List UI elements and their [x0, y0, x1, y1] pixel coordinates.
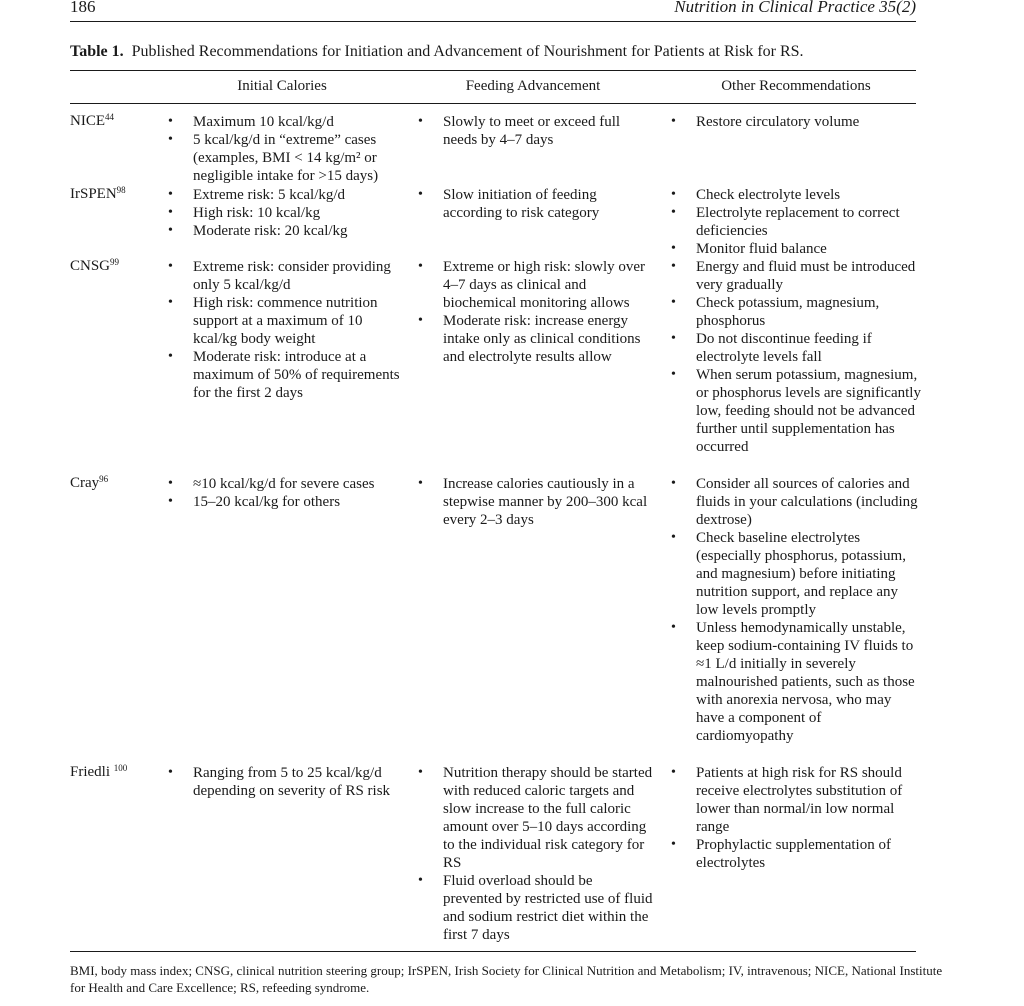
list-item: • Prophylactic supplementation of electrolytes: [671, 836, 921, 872]
cell-advancement-nice: [418, 113, 653, 149]
table-bottom-rule: [70, 951, 916, 952]
list-item: • Extreme risk: 5 kcal/kg/d: [168, 186, 408, 204]
page-number: 186: [70, 0, 96, 16]
list-item: • Extreme risk: consider providing only 5 kcal/kg/d: [168, 258, 408, 294]
cell-initial-friedli: [168, 764, 408, 800]
list-item: • Monitor fluid balance: [671, 240, 921, 258]
list-item: • High risk: 10 kcal/kg: [168, 204, 408, 222]
list-item: • Fluid overload should be prevented by restricted use of fluid and sodium restrict diet within the first 7 days: [418, 872, 653, 944]
list-item: • Maximum 10 kcal/kg/d: [168, 113, 408, 131]
table-footnote: BMI, body mass index; CNSG, clinical nutrition steering group; IrSPEN, Irish Society for Clinical Nutrition and Metabolism; IV, intravenous; NICE, National Institute for Health and Care Excellence; RS, refeeding syndrome.: [70, 963, 943, 995]
list-item: • Nutrition therapy should be started with reduced caloric targets and slow increase to the full caloric amount over 5–10 days according to the individual risk category for RS: [418, 764, 653, 872]
cell-initial-cray: [168, 475, 408, 511]
list-item: • Unless hemodynamically unstable, keep sodium-containing IV fluids to ≈1 L/d initially in severely malnourished patients, such as those with anorexia nervosa, who may have a component of cardiomyopathy: [671, 619, 921, 745]
row-label-friedli: Friedli $^{100}$: [70, 763, 128, 780]
row-label-cray: Cray$^{96}$: [70, 474, 109, 491]
list-item: • 5 kcal/kg/d in “extreme” cases (examples, BMI < 14 kg/m² or negligible intake for >15 days): [168, 131, 408, 185]
row-label-irspen: IrSPEN$^{98}$: [70, 185, 126, 202]
list-item: • Check electrolyte levels: [671, 186, 921, 204]
cell-other-friedli: [671, 764, 921, 872]
cell-initial-cnsg: [168, 258, 408, 402]
list-item: • Moderate risk: introduce at a maximum of 50% of requirements for the first 2 days: [168, 348, 408, 402]
list-item: • Check potassium, magnesium, phosphorus: [671, 294, 921, 330]
header-rule: [70, 21, 916, 22]
list-item: • Ranging from 5 to 25 kcal/kg/d depending on severity of RS risk: [168, 764, 408, 800]
table-top-rule: [70, 70, 916, 71]
list-item: • Do not discontinue feeding if electrolyte levels fall: [671, 330, 921, 366]
list-item: • 15–20 kcal/kg for others: [168, 493, 408, 511]
list-item: • Extreme or high risk: slowly over 4–7 days as clinical and biochemical monitoring allows: [418, 258, 653, 312]
list-item: • ≈10 kcal/kg/d for severe cases: [168, 475, 408, 493]
list-item: • Increase calories cautiously in a stepwise manner by 200–300 kcal every 2–3 days: [418, 475, 653, 529]
row-label-cnsg: CNSG$^{99}$: [70, 257, 120, 274]
cell-advancement-friedli: [418, 764, 653, 944]
list-item: • Slowly to meet or exceed full needs by 4–7 days: [418, 113, 653, 149]
cell-advancement-cray: [418, 475, 653, 529]
cell-other-cnsg: [671, 258, 921, 456]
cell-advancement-irspen: [418, 186, 653, 222]
table-title: Published Recommendations for Initiation and Advancement of Nourishment for Patients at Risk for RS.: [131, 43, 804, 60]
cell-advancement-cnsg: [418, 258, 653, 366]
column-header-other: Other Recommendations: [721, 78, 871, 94]
list-item: • Slow initiation of feeding according to risk category: [418, 186, 653, 222]
column-header-advancement: Feeding Advancement: [465, 78, 601, 94]
column-header-initial: Initial Calories: [237, 78, 327, 94]
cell-initial-nice: [168, 113, 408, 185]
cell-initial-irspen: [168, 186, 408, 240]
running-head: Nutrition in Clinical Practice 35(2): [674, 0, 916, 16]
list-item: • Consider all sources of calories and fluids in your calculations (including dextrose): [671, 475, 921, 529]
list-item: • Moderate risk: increase energy intake only as clinical conditions and electrolyte results allow: [418, 312, 653, 366]
list-item: • High risk: commence nutrition support at a maximum of 10 kcal/kg body weight: [168, 294, 408, 348]
table-caption: [70, 43, 804, 61]
table-header-rule: [70, 103, 916, 104]
list-item: • Check baseline electrolytes (especially phosphorus, potassium, and magnesium) before initiating nutrition support, and replace any low levels promptly: [671, 529, 921, 619]
list-item: • Restore circulatory volume: [671, 113, 921, 131]
row-label-nice: NICE$^{44}$: [70, 112, 114, 129]
cell-other-nice: [671, 113, 921, 131]
cell-other-irspen: [671, 186, 921, 258]
list-item: • When serum potassium, magnesium, or phosphorus levels are significantly low, feeding should not be advanced further until supplementation has occurred: [671, 366, 921, 456]
list-item: • Energy and fluid must be introduced very gradually: [671, 258, 921, 294]
cell-other-cray: [671, 475, 921, 745]
list-item: • Patients at high risk for RS should receive electrolytes substitution of lower than normal/in low normal range: [671, 764, 921, 836]
list-item: • Moderate risk: 20 kcal/kg: [168, 222, 408, 240]
list-item: • Electrolyte replacement to correct deficiencies: [671, 204, 921, 240]
table-label: Table 1.: [70, 43, 124, 60]
